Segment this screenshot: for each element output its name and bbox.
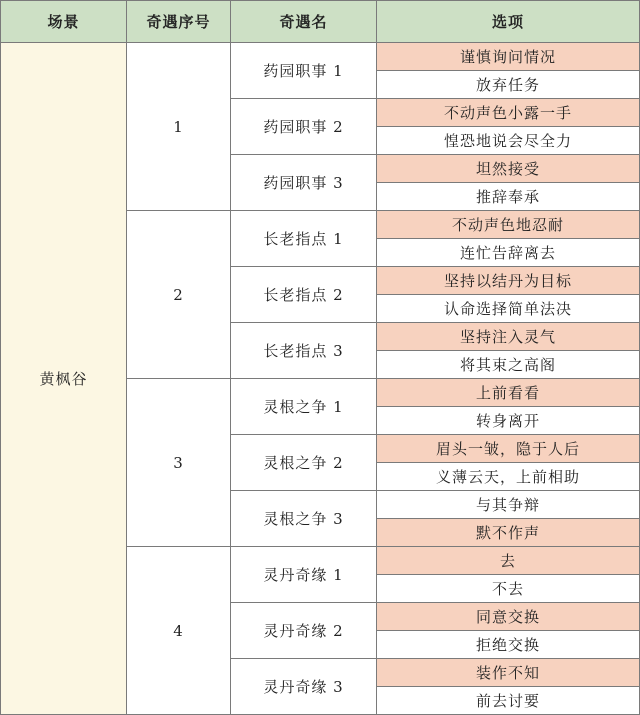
header-index: 奇遇序号: [127, 1, 231, 43]
option-cell: 将其束之高阁: [377, 351, 640, 379]
header-name: 奇遇名: [231, 1, 377, 43]
encounter-index-cell: 2: [127, 211, 231, 379]
encounter-name-cell: 长老指点 3: [231, 323, 377, 379]
encounter-name-cell: 灵根之争 2: [231, 435, 377, 491]
option-cell-highlighted: 同意交换: [377, 603, 640, 631]
option-cell-highlighted: 坚持注入灵气: [377, 323, 640, 351]
encounter-index-cell: 3: [127, 379, 231, 547]
option-cell-highlighted: 上前看看: [377, 379, 640, 407]
option-cell: 连忙告辞离去: [377, 239, 640, 267]
option-cell-highlighted: 默不作声: [377, 519, 640, 547]
encounter-index-cell: 4: [127, 547, 231, 715]
option-cell-highlighted: 坦然接受: [377, 155, 640, 183]
encounter-name-cell: 灵根之争 3: [231, 491, 377, 547]
scene-cell: 黄枫谷: [1, 43, 127, 715]
option-cell: 惶恐地说会尽全力: [377, 127, 640, 155]
option-cell: 与其争辩: [377, 491, 640, 519]
option-cell: 放弃任务: [377, 71, 640, 99]
option-cell-highlighted: 眉头一皱，隐于人后: [377, 435, 640, 463]
option-cell-highlighted: 去: [377, 547, 640, 575]
encounter-name-cell: 长老指点 1: [231, 211, 377, 267]
encounter-name-cell: 药园职事 1: [231, 43, 377, 99]
option-cell: 认命选择简单法决: [377, 295, 640, 323]
option-cell-highlighted: 不动声色小露一手: [377, 99, 640, 127]
header-scene: 场景: [1, 1, 127, 43]
table-body: [1, 43, 640, 715]
encounter-name-cell: 药园职事 2: [231, 99, 377, 155]
option-cell-highlighted: 坚持以结丹为目标: [377, 267, 640, 295]
option-cell: 转身离开: [377, 407, 640, 435]
option-cell: 义薄云天，上前相助: [377, 463, 640, 491]
option-cell-highlighted: 装作不知: [377, 659, 640, 687]
option-cell: 前去讨要: [377, 687, 640, 715]
encounter-index-cell: 1: [127, 43, 231, 211]
encounter-name-cell: 药园职事 3: [231, 155, 377, 211]
option-cell-highlighted: 谨慎询问情况: [377, 43, 640, 71]
encounter-name-cell: 灵根之争 1: [231, 379, 377, 435]
encounter-name-cell: 灵丹奇缘 3: [231, 659, 377, 715]
option-cell: 不去: [377, 575, 640, 603]
header-row: [1, 1, 640, 43]
option-cell: 推辞奉承: [377, 183, 640, 211]
option-cell-highlighted: 不动声色地忍耐: [377, 211, 640, 239]
table-row: [1, 43, 640, 71]
option-cell: 拒绝交换: [377, 631, 640, 659]
encounter-name-cell: 灵丹奇缘 1: [231, 547, 377, 603]
encounter-name-cell: 灵丹奇缘 2: [231, 603, 377, 659]
header-options: 选项: [377, 1, 640, 43]
encounter-name-cell: 长老指点 2: [231, 267, 377, 323]
